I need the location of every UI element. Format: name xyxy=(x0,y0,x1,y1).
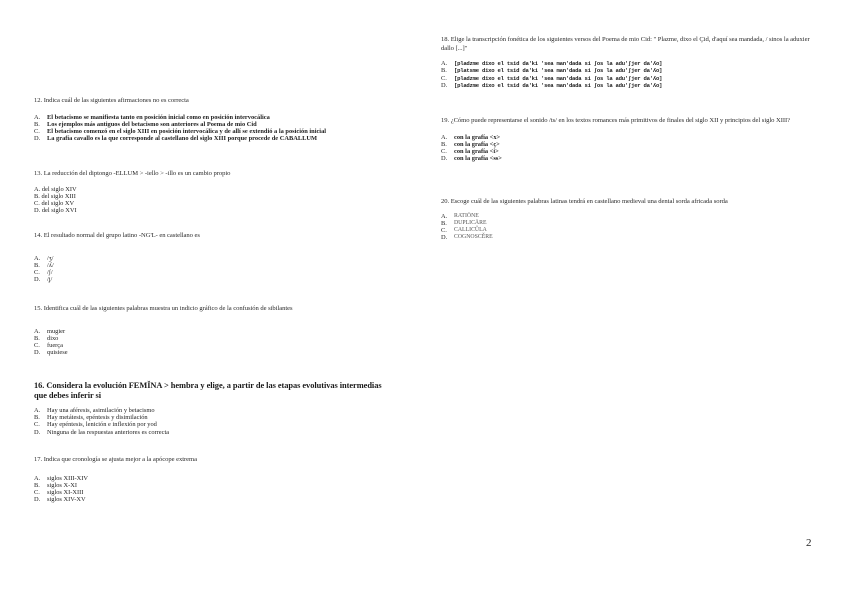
options-list xyxy=(441,213,813,242)
question-text: 13. La reducción del diptongo -ELLUM > -iello > -illo es un cambio propio xyxy=(34,170,231,177)
option-c[interactable]: C. /ʃ/ xyxy=(34,269,53,276)
option-d[interactable]: D. La grafía cavallo es la que corresponde al castellano del siglo XIII porque procede de CABALLUM xyxy=(34,135,318,143)
options-list xyxy=(34,186,394,215)
option-a[interactable]: A. [pladzme dixo el tsid da'ki 'sea man'dada si ʃos la adu'ʃjer da'ʎo] xyxy=(441,60,663,68)
option-c[interactable]: C. siglos XI-XIII xyxy=(34,489,84,496)
options-list xyxy=(441,60,813,89)
option-c[interactable]: C. fuerça xyxy=(34,342,63,349)
page-number: 2 xyxy=(806,537,812,549)
options-list xyxy=(441,134,813,163)
question-text: 18. Elige la transcripción fonética de los siguientes versos del Poema de mio Cid: " Plazme, dixo el Çid, d'aquí sea mandada, / sinos la aduxier dallo [...]" xyxy=(441,36,810,52)
option-c[interactable]: C. del siglo XV xyxy=(34,200,75,207)
option-b[interactable]: B. Los ejemplos más antiguos del betacismo son anteriores al Poema de mio Cid xyxy=(34,120,257,128)
question-13 xyxy=(34,170,394,214)
question-text: 17. Indica que cronología se ajusta mejor a la apócope extrema xyxy=(34,456,197,463)
option-d[interactable]: D. /ʝ/ xyxy=(34,276,53,284)
question-text: 15. Identifica cuál de las siguientes palabras muestra un indicio gráfico de la confusión de sibilantes xyxy=(34,305,293,312)
option-a[interactable]: A. /ʒ/ xyxy=(34,254,54,262)
option-a[interactable]: A. Hay una aféresis, asimilación y betacismo xyxy=(34,407,155,414)
option-d[interactable]: D. del siglo XVI xyxy=(34,207,77,215)
option-a[interactable]: A. con la grafía <x> xyxy=(441,133,501,141)
option-b[interactable]: B. /ʎ/ xyxy=(34,261,54,269)
option-b[interactable]: B. dixo xyxy=(34,334,59,342)
option-d[interactable]: D. siglos XIV-XV xyxy=(34,496,86,504)
option-d[interactable]: D. Ninguna de las respuestas anteriores es correcta xyxy=(34,428,170,436)
options-list xyxy=(34,407,386,436)
option-c[interactable]: C. [pladzme dixo el tsid da'ki 'sea man'dada si ʃos la adu'ʃjer da'ʎo] xyxy=(441,74,663,82)
option-a[interactable]: A. RATIŌNE xyxy=(441,212,479,220)
option-a[interactable]: A. mugier xyxy=(34,327,66,335)
question-16 xyxy=(34,381,386,436)
option-a[interactable]: A. El betacismo se manifiesta tanto en posición inicial como en posición intervocálica xyxy=(34,113,270,121)
option-b[interactable]: B. DUPLICĀRE xyxy=(441,219,487,227)
question-text: 14. El resultado normal del grupo latino -NG'L- en castellano es xyxy=(34,232,200,239)
options-list xyxy=(34,255,394,284)
option-d[interactable]: D. quisiese xyxy=(34,349,68,357)
option-c[interactable]: C. con la grafía <i> xyxy=(441,148,499,155)
question-14 xyxy=(34,232,394,283)
option-a[interactable]: A. del siglo XIV xyxy=(34,185,77,193)
option-b[interactable]: B. con la grafía <ç> xyxy=(441,140,500,148)
option-b[interactable]: B. del siglo XIII xyxy=(34,192,76,200)
option-d[interactable]: D. [pladzme dixo el tsid da'ki 'sea man'dada si ʃos la adu'ʃjer da'ʎo] xyxy=(441,81,663,89)
question-text: 16. Considera la evolución FEMĬNA > hembra y elige, a partir de las etapas evolutivas intermedias que debes inferir si xyxy=(34,381,382,400)
question-text: 19. ¿Cómo puede representarse el sonido /ts/ en los textos romances más primitivos de finales del siglo XII y principios del siglo XIII? xyxy=(441,117,791,124)
option-d[interactable]: D. con la grafía <ss> xyxy=(441,155,502,163)
question-20 xyxy=(441,198,813,241)
option-a[interactable]: A. siglos XIII-XIV xyxy=(34,474,88,482)
options-list xyxy=(34,475,394,504)
option-c[interactable]: C. CALLICŬLA xyxy=(441,227,487,234)
question-15 xyxy=(34,305,394,356)
question-18 xyxy=(441,36,813,89)
question-12 xyxy=(34,97,394,142)
options-list xyxy=(34,114,394,143)
question-19 xyxy=(441,117,813,162)
option-c[interactable]: C. El betacismo comenzó en el siglo XIII en posición intervocálica y de allí se extendió a la posición inicial xyxy=(34,128,327,135)
question-text: 12. Indica cuál de las siguientes afirmaciones no es correcta xyxy=(34,97,189,104)
option-d[interactable]: D. COGNOSCĔRE xyxy=(441,234,493,242)
options-list xyxy=(34,328,394,357)
option-b[interactable]: B. Hay metátesis, epéntesis y disimilación xyxy=(34,414,148,422)
option-b[interactable]: B. siglos X-XI xyxy=(34,481,77,489)
option-b[interactable]: B. [platsme dixo el tsid da'ki 'sea man'dada si ʃos la adu'ʃjer da'ʎo] xyxy=(441,67,663,75)
question-text: 20. Escoge cuál de las siguientes palabras latinas tendrá en castellano medieval una dental sorda africada sorda xyxy=(441,198,728,205)
question-17 xyxy=(34,456,394,503)
option-c[interactable]: C. Hay epéntesis, lenición e inflexión por yod xyxy=(34,421,157,429)
